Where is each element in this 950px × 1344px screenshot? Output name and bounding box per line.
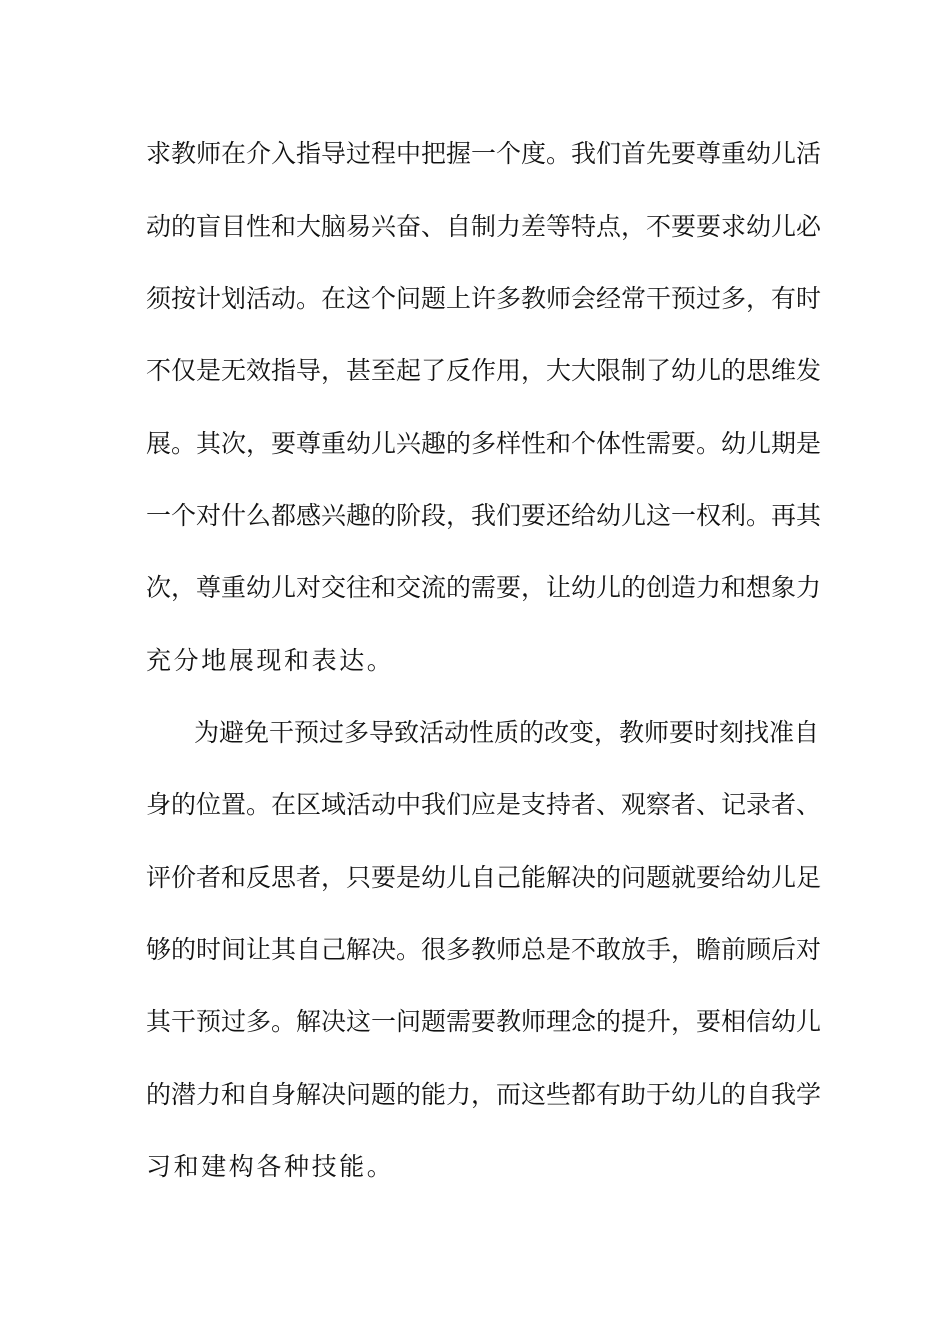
text-line: 的潜力和自身解决问题的能力，而这些都有助于幼儿的自我学 xyxy=(146,1080,822,1109)
text-line: 次，尊重幼儿对交往和交流的需要，让幼儿的创造力和想象力 xyxy=(146,573,822,602)
text-line: 够的时间让其自己解决。很多教师总是不敢放手，瞻前顾后对 xyxy=(146,935,822,964)
text-line: 充分地展现和表达。 xyxy=(146,646,395,675)
text-line: 须按计划活动。在这个问题上许多教师会经常干预过多，有时 xyxy=(146,284,822,313)
text-line: 展。其次，要尊重幼儿兴趣的多样性和个体性需要。幼儿期是 xyxy=(146,429,822,458)
text-line: 其干预过多。解决这一问题需要教师理念的提升，要相信幼儿 xyxy=(146,1007,822,1036)
text-line: 动的盲目性和大脑易兴奋、自制力差等特点，不要要求幼儿必 xyxy=(146,212,822,241)
paragraph-first-line: 为避免干预过多导致活动性质的改变，教师要时刻找准自 xyxy=(194,718,820,747)
text-line: 一个对什么都感兴趣的阶段，我们要还给幼儿这一权利。再其 xyxy=(146,501,822,530)
text-line: 评价者和反思者，只要是幼儿自己能解决的问题就要给幼儿足 xyxy=(146,863,822,892)
text-line: 习和建构各种技能。 xyxy=(146,1152,395,1181)
text-line: 不仅是无效指导，甚至起了反作用，大大限制了幼儿的思维发 xyxy=(146,356,822,385)
text-line: 求教师在介入指导过程中把握一个度。我们首先要尊重幼儿活 xyxy=(146,139,822,168)
text-line: 身的位置。在区域活动中我们应是支持者、观察者、记录者、 xyxy=(146,790,822,819)
